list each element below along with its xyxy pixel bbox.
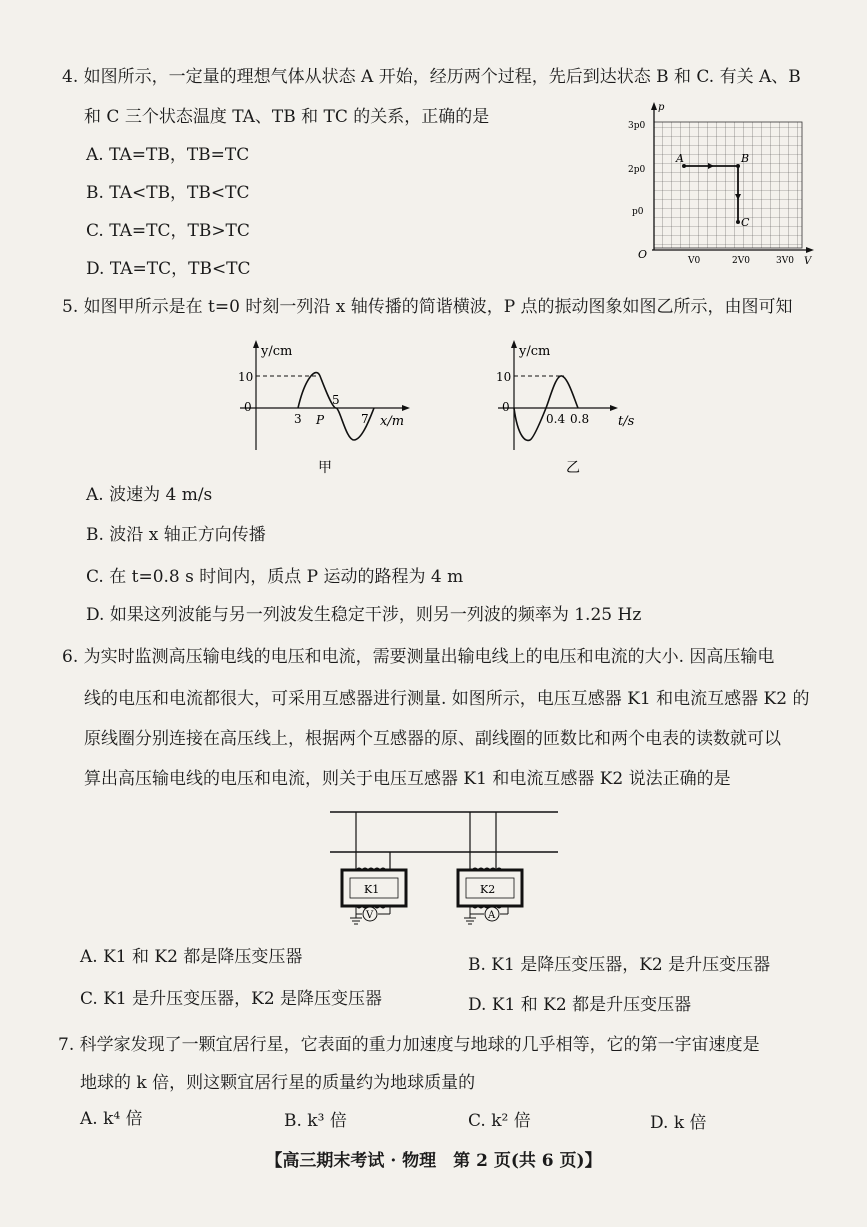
q5-option-b: B. 波沿 x 轴正方向传播 [86, 525, 266, 545]
grid-area [654, 122, 802, 248]
q7-stem-line1: 7. 科学家发现了一颗宜居行星，它表面的重力加速度与地球的几乎相等，它的第一宇宙速度是 [58, 1035, 760, 1055]
q6-stem-line4: 算出高压输电线的电压和电流，则关于电压互感器 K1 和电流互感器 K2 说法正确的是 [84, 769, 731, 789]
point-c [736, 220, 740, 224]
yi-zero: 0 [502, 400, 510, 414]
q7-option-d: D. k 倍 [650, 1113, 707, 1133]
point-b [736, 164, 740, 168]
x-tick-2v0: 2V0 [732, 256, 750, 266]
x-tick-3v0: 3V0 [776, 256, 794, 266]
q5-wave-graph-jia [236, 338, 416, 478]
jia-x7: 7 [361, 412, 369, 426]
q6-option-d: D. K1 和 K2 都是升压变压器 [468, 995, 692, 1015]
yi-t1: 0.4 [546, 412, 566, 426]
jia-zero: 0 [244, 400, 252, 414]
k1-label: K1 [364, 883, 380, 896]
jia-p: P [316, 413, 325, 427]
q5-option-c: C. 在 t=0.8 s 时间内，质点 P 运动的路程为 4 m [86, 567, 464, 587]
q6-option-b: B. K1 是降压变压器，K2 是升压变压器 [468, 955, 771, 975]
q5-stem-line1: 5. 如图甲所示是在 t=0 时刻一列沿 x 轴传播的简谐横波，P 点的振动图象如图乙所示，由图可知 [62, 297, 793, 317]
yi-t2: 0.8 [570, 412, 590, 426]
yi-amplitude: 10 [496, 370, 512, 384]
q7-option-b: B. k³ 倍 [284, 1111, 347, 1131]
q7-option-a: A. k⁴ 倍 [80, 1109, 143, 1129]
q4-pv-graph [626, 100, 816, 272]
yi-x-label: t/s [618, 414, 635, 429]
yi-y-label: y/cm [519, 344, 551, 359]
x-tick-v0: V0 [688, 256, 701, 266]
y-tick-3p0: 3p0 [628, 121, 646, 131]
q7-stem-line2: 地球的 k 倍，则这颗宜居行星的质量约为地球质量的 [80, 1073, 476, 1093]
q6-stem-line1: 6. 为实时监测高压输电线的电压和电流，需要测量出输电线上的电压和电流的大小. 因高压输电 [62, 647, 775, 667]
q6-stem-line2: 线的电压和电流都很大，可采用互感器进行测量. 如图所示，电压互感器 K1 和电流互感器 K2 的 [84, 689, 810, 709]
q5-wave-graph-yi [494, 338, 654, 478]
q4-option-c: C. TA=TC，TB>TC [86, 221, 250, 241]
point-b-label: B [741, 152, 750, 165]
jia-amplitude: 10 [238, 370, 254, 384]
jia-x5: 5 [332, 393, 340, 407]
q4-stem-line1: 4. 如图所示，一定量的理想气体从状态 A 开始，经历两个过程，先后到达状态 B 和 C. 有关 A、B [62, 67, 801, 87]
jia-caption: 甲 [318, 460, 332, 476]
jia-y-label: y/cm [261, 344, 293, 359]
q4-option-b: B. TA<TB，TB<TC [86, 183, 250, 203]
point-a-label: A [676, 152, 684, 165]
q4-option-d: D. TA=TC，TB<TC [86, 259, 251, 279]
q6-transformer-circuit [320, 800, 570, 935]
page-footer: 【高三期末考试 · 物理 第 2 页(共 6 页)】 [265, 1151, 602, 1171]
ammeter-label: A [488, 910, 496, 921]
y-axis-label: p [658, 102, 665, 113]
q5-option-d: D. 如果这列波能与另一列波发生稳定干涉，则另一列波的频率为 1.25 Hz [86, 605, 642, 625]
x-axis-label: V [804, 256, 812, 267]
q4-option-a: A. TA=TB，TB=TC [86, 145, 250, 165]
point-c-label: C [741, 216, 750, 229]
q6-stem-line3: 原线圈分别连接在高压线上，根据两个互感器的原、副线圈的匝数比和两个电表的读数就可以 [84, 729, 781, 749]
y-tick-p0: p0 [632, 207, 644, 217]
q4-stem-line2: 和 C 三个状态温度 TA、TB 和 TC 的关系，正确的是 [84, 107, 490, 127]
k2-label: K2 [480, 883, 496, 896]
jia-x3: 3 [294, 412, 302, 426]
y-tick-2p0: 2p0 [628, 165, 646, 175]
q7-option-c: C. k² 倍 [468, 1111, 531, 1131]
voltmeter-label: V [366, 910, 374, 921]
q6-option-c: C. K1 是升压变压器，K2 是降压变压器 [80, 989, 383, 1009]
q6-option-a: A. K1 和 K2 都是降压变压器 [80, 947, 303, 967]
q5-option-a: A. 波速为 4 m/s [86, 485, 213, 505]
origin-label: O [638, 248, 648, 261]
jia-x-label: x/m [380, 414, 405, 429]
yi-caption: 乙 [566, 460, 580, 476]
